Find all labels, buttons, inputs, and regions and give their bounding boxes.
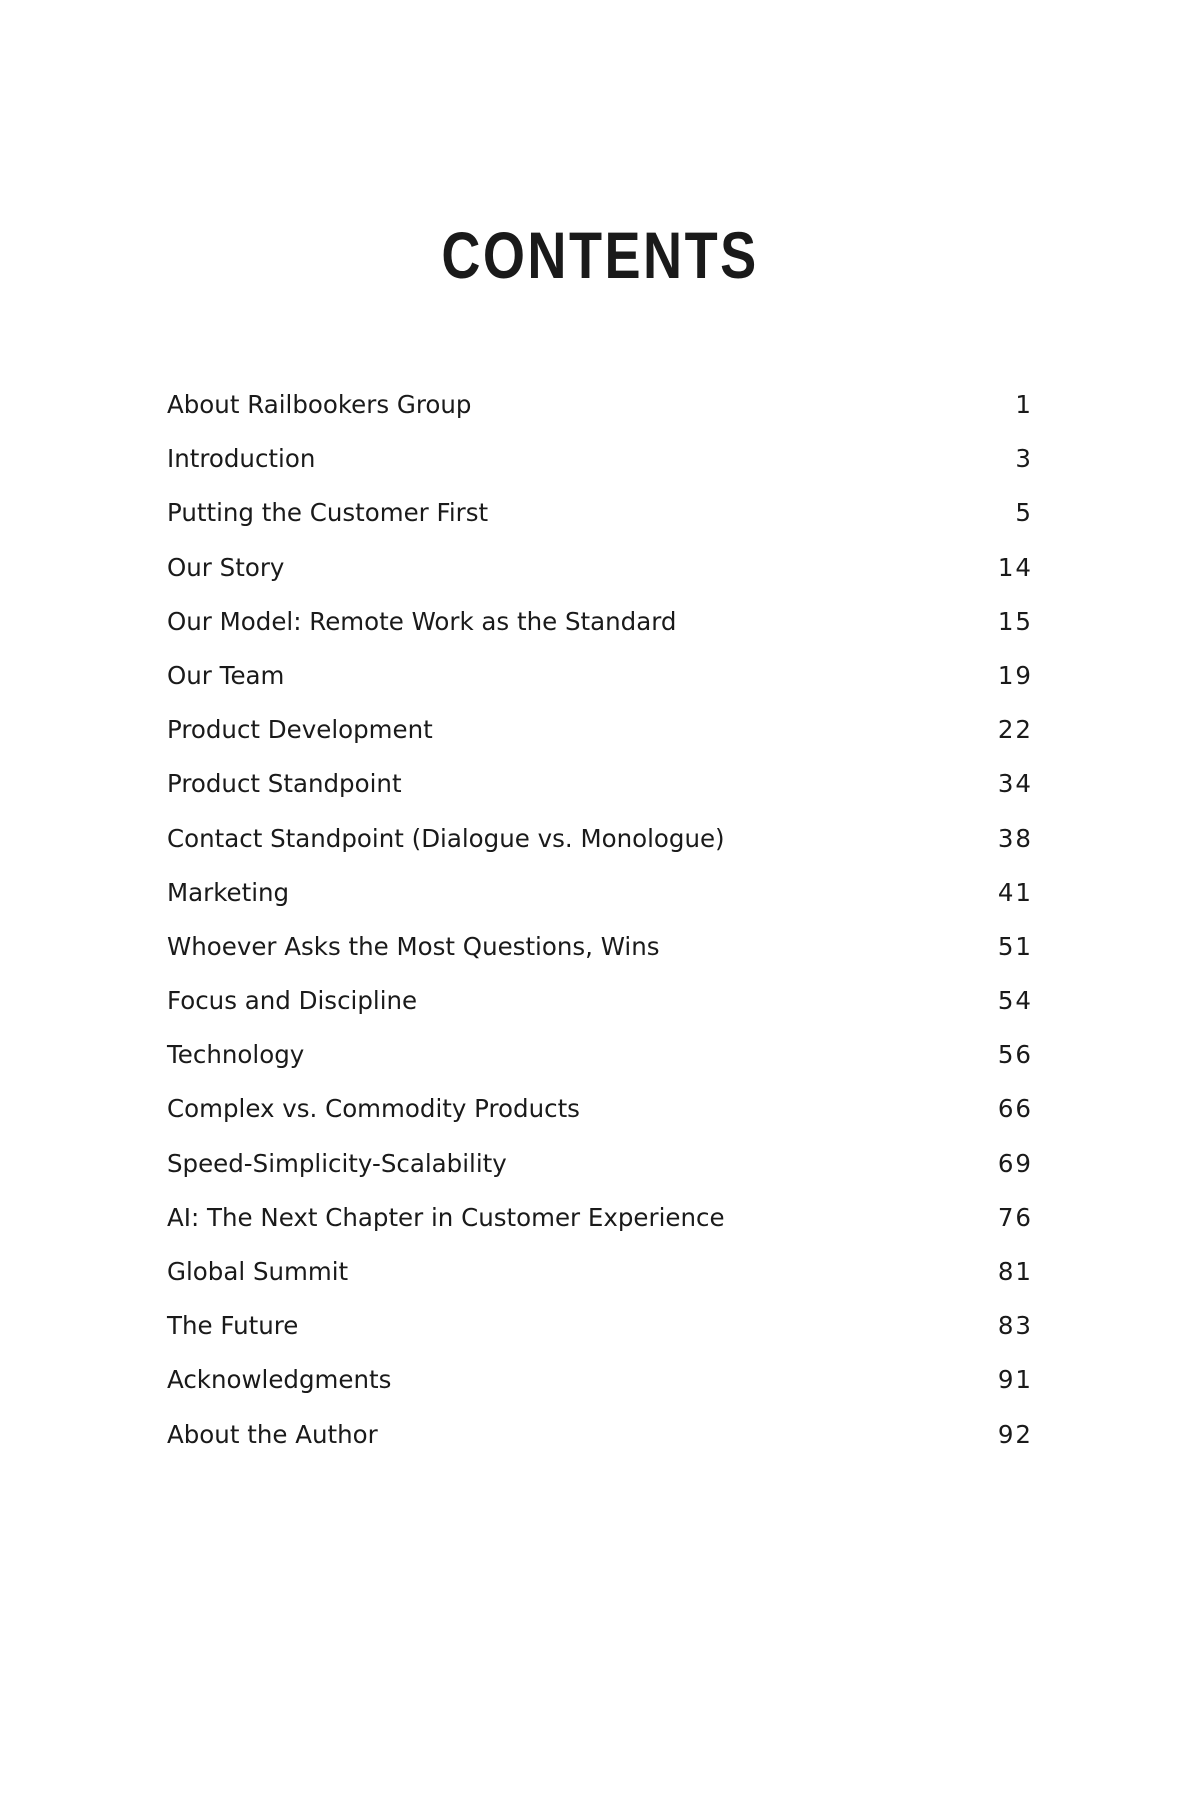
toc-entry-page: 34 — [997, 769, 1033, 799]
toc-entry — [167, 595, 1033, 649]
toc-entry — [167, 812, 1033, 866]
toc-entry — [167, 1245, 1033, 1299]
toc-entry-page: 22 — [997, 715, 1033, 745]
toc-entry-page: 38 — [997, 823, 1033, 853]
toc-entry-page: 19 — [997, 660, 1033, 690]
toc-entry — [167, 649, 1033, 703]
toc-entry-page: 83 — [997, 1311, 1033, 1341]
toc-entry-page: 1 — [1015, 390, 1033, 419]
toc-entry — [167, 486, 1033, 540]
toc-entry-page: 5 — [1015, 498, 1033, 528]
toc-entry — [167, 1299, 1033, 1353]
toc-entry-title: AI: The Next Chapter in Customer Experience — [167, 1202, 725, 1232]
toc-entry-title: Focus and Discipline — [167, 986, 418, 1016]
toc-entry — [167, 1082, 1033, 1136]
toc-entry — [167, 432, 1033, 486]
toc-entry-title: Marketing — [167, 877, 290, 907]
toc-entry-title: Our Model: Remote Work as the Standard — [167, 606, 677, 636]
toc-entry-title: The Future — [167, 1311, 299, 1341]
toc-entry — [167, 974, 1033, 1028]
toc-entry-page: 76 — [997, 1202, 1033, 1232]
toc-entry — [167, 378, 1033, 432]
contents-heading: CONTENTS — [441, 218, 759, 292]
toc-entry-title: Product Standpoint — [167, 769, 402, 799]
toc-entry — [167, 757, 1033, 811]
toc-entry-page: 91 — [997, 1365, 1033, 1395]
toc-entry-title: Our Story — [167, 552, 285, 582]
toc-entry-page: 56 — [997, 1040, 1033, 1070]
toc-entry-page: 3 — [1015, 444, 1033, 474]
toc-entry-page: 41 — [997, 877, 1033, 907]
toc-entry-title: About the Author — [167, 1419, 378, 1449]
toc-entry-page: 14 — [997, 552, 1033, 582]
toc-entry — [167, 920, 1033, 974]
toc-entry — [167, 703, 1033, 757]
toc-entry — [167, 1028, 1033, 1082]
toc-entry-title: Technology — [167, 1040, 305, 1070]
toc-entry-page: 66 — [997, 1094, 1033, 1124]
toc-entry-title: Whoever Asks the Most Questions, Wins — [167, 931, 660, 961]
toc-entry-page: 81 — [997, 1257, 1033, 1286]
toc-entry-title: Introduction — [167, 444, 316, 474]
toc-entry-page: 15 — [997, 606, 1033, 636]
toc-entry-page: 51 — [997, 931, 1033, 961]
toc-entry — [167, 541, 1033, 595]
toc-entry-title: Complex vs. Commodity Products — [167, 1094, 580, 1124]
toc-entry-title: Product Development — [167, 715, 433, 745]
toc-entry — [167, 1353, 1033, 1407]
toc-entry-title: Acknowledgments — [167, 1365, 392, 1395]
toc-entry-title: Putting the Customer First — [167, 498, 489, 528]
toc-entry-page: 54 — [997, 986, 1033, 1016]
toc-entry — [167, 1191, 1033, 1245]
toc-entry — [167, 1408, 1033, 1462]
toc-entry-title: About Railbookers Group — [167, 390, 472, 419]
toc-entry-page: 69 — [997, 1148, 1033, 1178]
toc-entry-title: Global Summit — [167, 1257, 349, 1286]
table-of-contents — [167, 378, 1033, 1462]
toc-entry — [167, 866, 1033, 920]
toc-entry-title: Our Team — [167, 660, 285, 690]
toc-entry-title: Speed-Simplicity-Scalability — [167, 1148, 507, 1178]
toc-entry-page: 92 — [997, 1419, 1033, 1449]
toc-entry — [167, 1137, 1033, 1191]
toc-entry-title: Contact Standpoint (Dialogue vs. Monologue) — [167, 823, 725, 853]
